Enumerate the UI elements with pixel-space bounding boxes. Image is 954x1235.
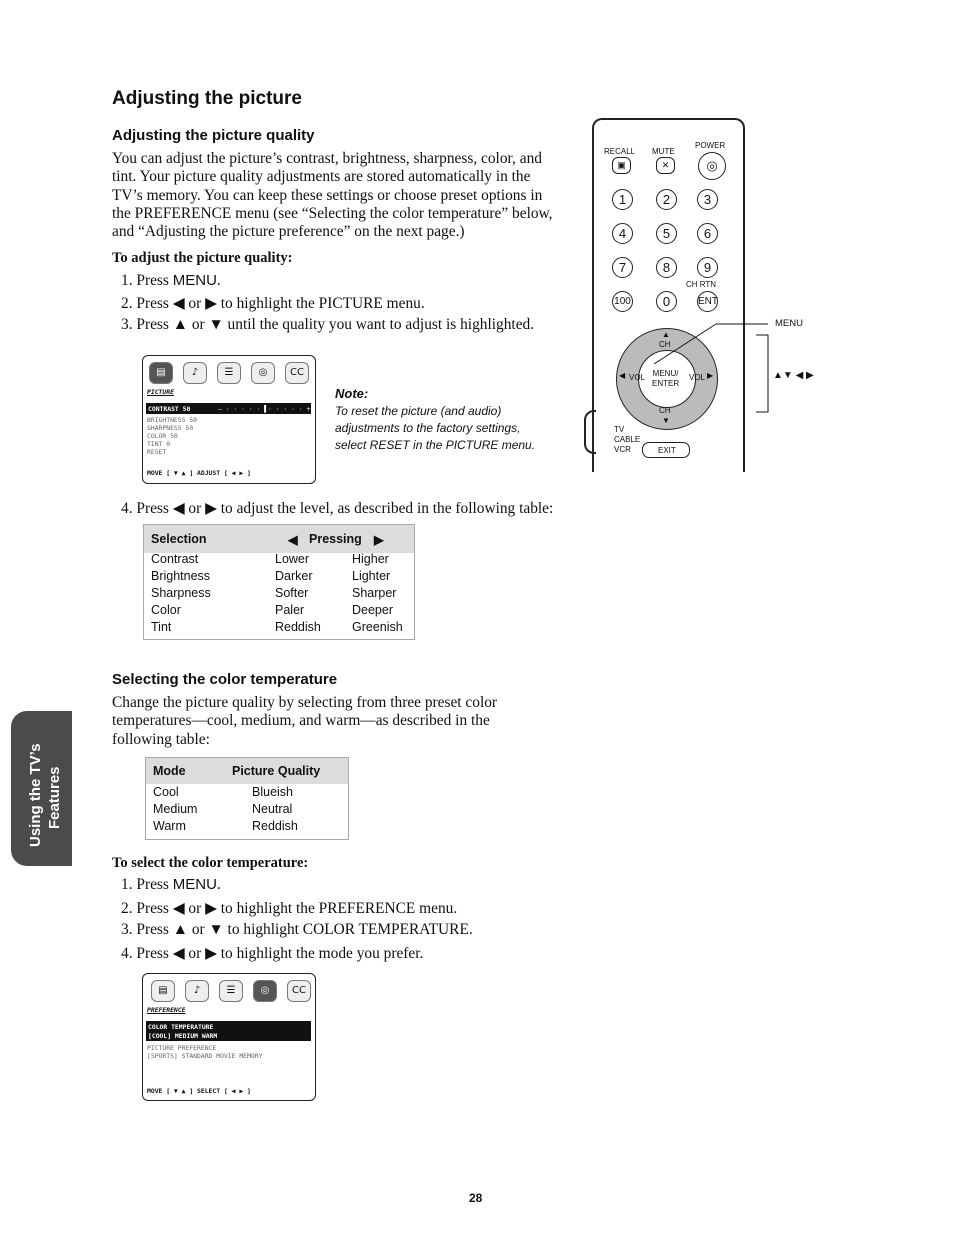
power-label: POWER: [695, 141, 726, 150]
table-cell: Tint: [151, 620, 172, 634]
table-cell: Paler: [275, 603, 305, 617]
table-header-cell: Pressing: [309, 532, 362, 546]
temp-subhead: To select the color temperature:: [112, 855, 309, 871]
table-cell: Neutral: [252, 802, 293, 816]
quality-step-3: 3. Press ▲ or ▼ until the quality you want to adjust is highlighted.: [121, 316, 535, 333]
table-cell: Sharper: [352, 586, 397, 600]
table-cell: Warm: [153, 819, 186, 833]
mute-button[interactable]: ✕: [656, 157, 675, 174]
osd-item: [SPORTS] STANDARD MOVIE MEMORY: [147, 1052, 263, 1060]
table-cell: Greenish: [352, 620, 403, 634]
digit-button-0[interactable]: 0: [656, 291, 677, 312]
preference-icon: ◎: [251, 362, 275, 384]
quality-heading: Adjusting the picture quality: [112, 127, 315, 144]
temp-heading: Selecting the color temperature: [112, 671, 338, 688]
temp-step-3: 3. Press ▲ or ▼ to highlight COLOR TEMPERATURE.: [121, 921, 473, 938]
osd-highlight-row: [146, 403, 311, 414]
step-text: 1. Press: [121, 876, 173, 893]
temp-paragraph: Change the picture quality by selecting from three preset color temperatures—cool, medium, and warm—as described in the following table:: [112, 694, 498, 748]
ch-down-label: CH: [659, 406, 671, 415]
picture-icon: ▤: [151, 980, 175, 1002]
menu-enter-label: MENU/ ENTER: [652, 369, 680, 388]
step-text: .: [216, 876, 221, 893]
table-cell: Cool: [153, 785, 179, 799]
picture-icon: ▤: [149, 362, 173, 384]
table-cell: Sharpness: [151, 586, 211, 600]
mode-table: [145, 757, 349, 840]
vol-right-label: VOL: [689, 373, 706, 382]
digit-button-4[interactable]: 4: [612, 223, 633, 244]
up-arrow-icon: ▲: [662, 330, 670, 339]
table-cell: Contrast: [151, 552, 199, 566]
osd-item: RESET: [147, 448, 167, 456]
step-text: 1. Press: [121, 272, 173, 289]
table-cell: Lower: [275, 552, 310, 566]
osd-highlight-row: [146, 1021, 311, 1041]
quality-step-4: 4. Press ◀ or ▶ to adjust the level, as described in the following table:: [121, 500, 554, 517]
digit-button-1[interactable]: 1: [612, 189, 633, 210]
menu-key: MENU: [172, 272, 217, 289]
digit-button-7[interactable]: 7: [612, 257, 633, 278]
side-tab-line2: Features: [46, 766, 63, 829]
mute-label: MUTE: [652, 147, 675, 156]
quality-step-1: [121, 272, 221, 290]
recall-label: RECALL: [604, 147, 636, 156]
osd-menu-label: PREFERENCE: [147, 1006, 186, 1014]
down-arrow-icon: ▼: [662, 416, 670, 425]
side-tab-line1: Using the TV’s: [27, 743, 44, 847]
osd-item: TINT 0: [147, 440, 171, 448]
digit-button-100[interactable]: 100: [612, 291, 633, 312]
table-cell: Deeper: [352, 603, 393, 617]
digit-button-8[interactable]: 8: [656, 257, 677, 278]
setup-icon: ☰: [217, 362, 241, 384]
table-cell: Lighter: [352, 569, 391, 583]
side-tab: [11, 711, 72, 866]
quality-paragraph: You can adjust the picture’s contrast, brightness, sharpness, color, and tint. Your picture quality adjustments are stored automatically in the TV’s memory. You can keep these settings or choose preset options in the PREFERENCE menu (see “Selecting the color temperature” below, and “Adjusting the picture preference” on the next page.): [112, 150, 553, 241]
setup-icon: ☰: [219, 980, 243, 1002]
cc-icon: CC: [287, 980, 311, 1002]
menu-callout: MENU: [775, 318, 803, 329]
osd-item: COLOR 50: [147, 432, 178, 440]
audio-icon: ♪: [185, 980, 209, 1002]
digit-button-9[interactable]: 9: [697, 257, 718, 278]
menu-key: MENU: [172, 876, 217, 893]
table-header: [144, 525, 414, 553]
note-text: To reset the picture (and audio) adjustments to the factory settings, select RESET in the PICTURE menu.: [335, 404, 536, 452]
preference-icon: ◎: [253, 980, 277, 1002]
preference-menu-screen: [142, 973, 316, 1101]
vol-left-label: VOL: [629, 373, 646, 382]
audio-icon: ♪: [183, 362, 207, 384]
right-arrow-icon: ▶: [707, 371, 714, 380]
osd-menu-label: PICTURE: [147, 388, 174, 396]
contrast-value: CONTRAST 50: [148, 405, 191, 413]
page-number: 28: [469, 1191, 483, 1205]
cc-icon: CC: [285, 362, 309, 384]
table-cell: Reddish: [275, 620, 321, 634]
digit-button-ent[interactable]: ENT: [697, 291, 718, 312]
tv-label: TV: [614, 425, 625, 434]
table-cell: Softer: [275, 586, 309, 600]
table-cell: Medium: [153, 802, 198, 816]
digit-button-3[interactable]: 3: [697, 189, 718, 210]
temp-step-2: 2. Press ◀ or ▶ to highlight the PREFERENCE menu.: [121, 900, 458, 917]
cable-label: CABLE: [614, 435, 641, 444]
digit-button-2[interactable]: 2: [656, 189, 677, 210]
table-cell: Blueish: [252, 785, 293, 799]
recall-button[interactable]: ▣: [612, 157, 631, 174]
power-button[interactable]: ◎: [698, 152, 726, 180]
callout-lines: [650, 320, 770, 420]
osd-item: PICTURE PREFERENCE: [147, 1044, 217, 1052]
left-arrow-icon: ◀: [288, 533, 298, 547]
exit-label: EXIT: [658, 446, 676, 455]
osd-footer: MOVE [ ▼ ▲ ] SELECT [ ◀ ▶ ]: [147, 1087, 251, 1095]
table-cell: Color: [151, 603, 181, 617]
picture-menu-screen: [142, 355, 316, 484]
right-arrow-icon: ▶: [374, 533, 384, 547]
vcr-label: VCR: [614, 445, 631, 454]
table-header-cell: Selection: [151, 532, 207, 546]
temp-step-4: 4. Press ◀ or ▶ to highlight the mode you prefer.: [121, 945, 424, 962]
table-cell: Darker: [275, 569, 313, 583]
osd-footer: MOVE [ ▼ ▲ ] ADJUST [ ◀ ▶ ]: [147, 469, 251, 477]
exit-button[interactable]: [642, 442, 690, 458]
quality-subhead: To adjust the picture quality:: [112, 250, 293, 266]
color-temp-label: COLOR TEMPERATURE: [148, 1023, 214, 1031]
page-title: Adjusting the picture: [112, 88, 302, 109]
temp-step-1: [121, 876, 221, 894]
note-title: Note:: [335, 386, 369, 401]
digit-button-6[interactable]: 6: [697, 223, 718, 244]
color-temp-options: [COOL] MEDIUM WARM: [148, 1032, 218, 1040]
step-text: .: [216, 272, 221, 289]
ch-up-label: CH: [659, 340, 671, 349]
contrast-slider: – · · · · · ▌· · · · · +: [218, 405, 311, 413]
mode-switch[interactable]: [584, 410, 596, 454]
pressing-table: [143, 524, 415, 640]
ch-rtn-label: CH RTN: [686, 280, 717, 289]
table-cell: Reddish: [252, 819, 298, 833]
table-header-cell: Picture Quality: [232, 764, 321, 778]
osd-item: BRIGHTNESS 50: [147, 416, 198, 424]
digit-button-5[interactable]: 5: [656, 223, 677, 244]
table-header-cell: Mode: [153, 764, 186, 778]
left-arrow-icon: ◀: [619, 371, 626, 380]
table-cell: Higher: [352, 552, 389, 566]
table-cell: Brightness: [151, 569, 211, 583]
osd-item: SHARPNESS 50: [147, 424, 194, 432]
arrows-callout: ▲▼ ◀ ▶: [773, 370, 814, 381]
table-header: [146, 758, 348, 784]
quality-step-2: 2. Press ◀ or ▶ to highlight the PICTURE menu.: [121, 295, 425, 312]
